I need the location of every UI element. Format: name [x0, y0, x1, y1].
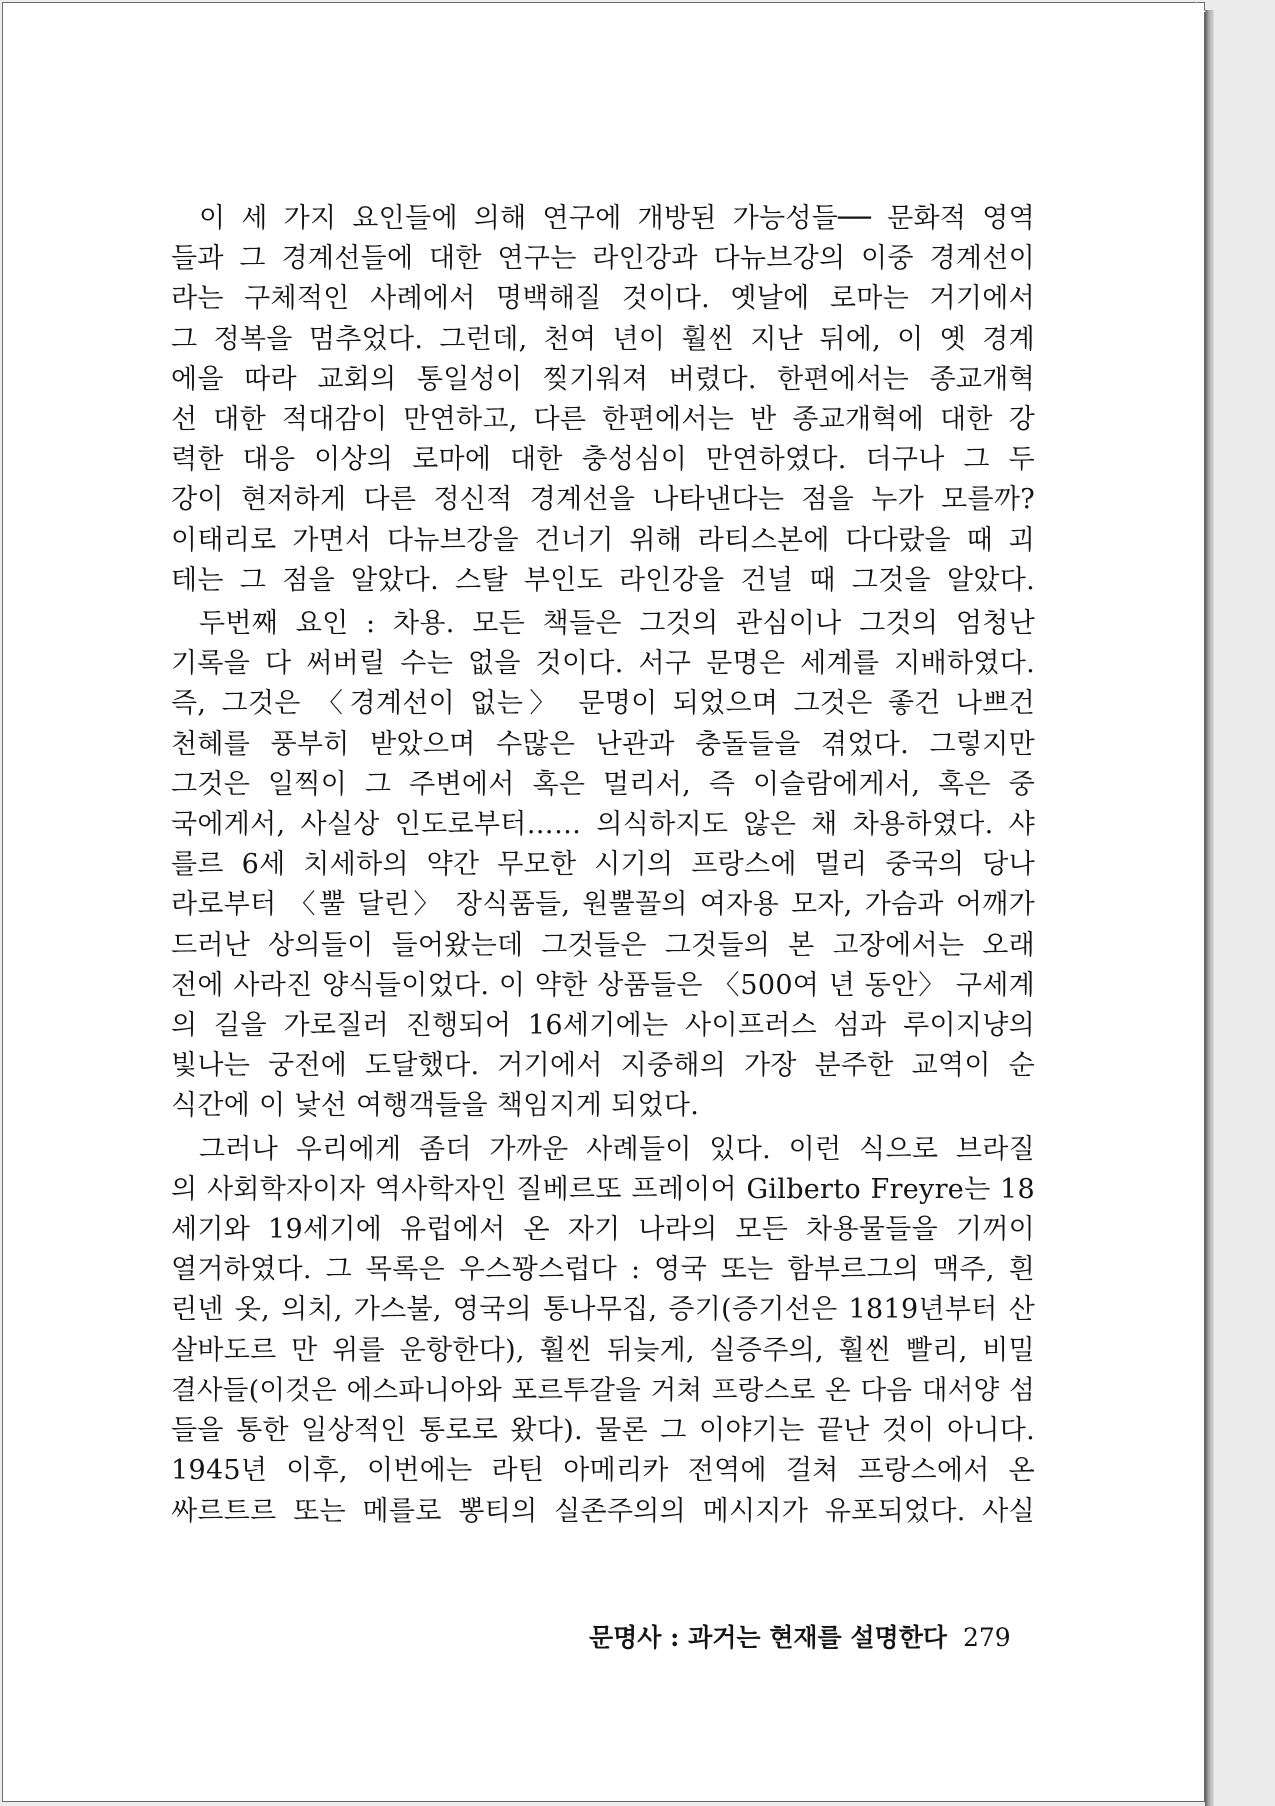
text-line: 력한 대응 이상의 로마에 대한 충성심이 만연하였다. 더구나 그 두 — [171, 444, 1035, 476]
page-number: 279 — [963, 1623, 1011, 1652]
text-line: 라는 구체적인 사례에서 명백해질 것이다. 옛날에 로마는 거기에서 — [171, 283, 1035, 315]
text-line: 두번째 요인 : 차용. 모든 책들은 그것의 관심이나 그것의 엄청난 — [199, 608, 1035, 640]
text-line: 드러난 상의들이 들어왔는데 그것들은 그것들의 본 고장에서는 오래 — [171, 929, 1035, 961]
text-line: 기록을 다 써버릴 수는 없을 것이다. 서구 문명은 세계를 지배하였다. — [171, 648, 1035, 680]
text-line: 열거하였다. 그 목록은 우스꽝스럽다 : 영국 또는 함부르그의 맥주, 흰 — [171, 1254, 1035, 1286]
text-line: 1945년 이후, 이번에는 라틴 아메리카 전역에 걸쳐 프랑스에서 온 — [171, 1455, 1035, 1487]
text-line: 들과 그 경계선들에 대한 연구는 라인강과 다뉴브강의 이중 경계선이 — [171, 243, 1035, 275]
page-footer — [589, 1620, 1009, 1656]
page-stack-edge — [1205, 10, 1214, 1806]
text-line: 식간에 이 낯선 여행객들을 책임지게 되었다. — [171, 1090, 700, 1122]
text-line: 린넨 옷, 의치, 가스불, 영국의 통나무집, 증기(증기선은 1819년부터 산 — [171, 1294, 1035, 1326]
text-line: 천혜를 풍부히 받았으며 수많은 난관과 충돌들을 겪었다. 그렇지만 — [171, 728, 1035, 760]
text-line: 그러나 우리에게 좀더 가까운 사례들이 있다. 이런 식으로 브라질 — [199, 1133, 1035, 1165]
text-line: 이태리로 가면서 다뉴브강을 건너기 위해 라티스본에 다다랐을 때 괴 — [171, 524, 1035, 556]
text-line: 의 사회학자이자 역사학자인 질베르또 프레이어 Gilberto Freyre는 18 — [171, 1173, 1035, 1205]
text-line: 에을 따라 교회의 통일성이 찢기워져 버렸다. 한편에서는 종교개혁 — [171, 363, 1035, 395]
text-line: 싸르트르 또는 메를로 뽕티의 실존주의의 메시지가 유포되었다. 사실 — [171, 1495, 1035, 1527]
body-text — [171, 199, 1035, 1532]
text-line: 국에게서, 사실상 인도로부터…… 의식하지도 않은 채 차용하였다. 샤 — [171, 809, 1035, 841]
text-line: 세기와 19세기에 유럽에서 온 자기 나라의 모든 차용물들을 기꺼이 — [171, 1214, 1035, 1246]
text-line: 이 세 가지 요인들에 의해 연구에 개방된 가능성들── 문화적 영역 — [199, 203, 1035, 234]
book-page — [2, 2, 1205, 1802]
text-line: 즉, 그것은 〈경계선이 없는〉 문명이 되었으며 그것은 좋건 나쁘건 — [171, 688, 1035, 720]
text-line: 들을 통한 일상적인 통로로 왔다). 물론 그 이야기는 끝난 것이 아니다. — [171, 1415, 1035, 1447]
text-line: 테는 그 점을 알았다. 스탈 부인도 라인강을 건널 때 그것을 알았다. — [171, 564, 1035, 596]
text-line: 빛나는 궁전에 도달했다. 거기에서 지중해의 가장 분주한 교역이 순 — [171, 1050, 1035, 1082]
text-line: 살바도르 만 위를 운항한다), 훨씬 뒤늦게, 실증주의, 훨씬 빨리, 비밀 — [171, 1334, 1035, 1366]
text-line: 전에 사라진 양식들이었다. 이 약한 상품들은 〈500여 년 동안〉 구세계 — [171, 969, 1035, 1001]
text-line: 결사들(이것은 에스파니아와 포르투갈을 거쳐 프랑스로 온 다음 대서양 섬 — [171, 1374, 1035, 1406]
page-corner-fold — [1196, 2, 1206, 12]
text-line: 를르 6세 치세하의 약간 무모한 시기의 프랑스에 멀리 중국의 당나 — [171, 849, 1035, 881]
running-title: 문명사 : 과거는 현재를 설명한다 — [589, 1623, 947, 1652]
text-line: 그것은 일찍이 그 주변에서 혹은 멀리서, 즉 이슬람에게서, 혹은 중 — [171, 768, 1035, 800]
text-line: 라로부터 〈뿔 달린〉 장식품들, 원뿔꼴의 여자용 모자, 가슴과 어깨가 — [171, 889, 1035, 921]
text-line: 그 정복을 멈추었다. 그런데, 천여 년이 훨씬 지난 뒤에, 이 옛 경계 — [171, 323, 1035, 355]
text-line: 선 대한 적대감이 만연하고, 다른 한편에서는 반 종교개혁에 대한 강 — [171, 404, 1035, 436]
text-line: 의 길을 가로질러 진행되어 16세기에는 사이프러스 섬과 루이지냥의 — [171, 1010, 1035, 1042]
text-line: 강이 현저하게 다른 정신적 경계선을 나타낸다는 점을 누가 모를까? — [171, 484, 1035, 516]
